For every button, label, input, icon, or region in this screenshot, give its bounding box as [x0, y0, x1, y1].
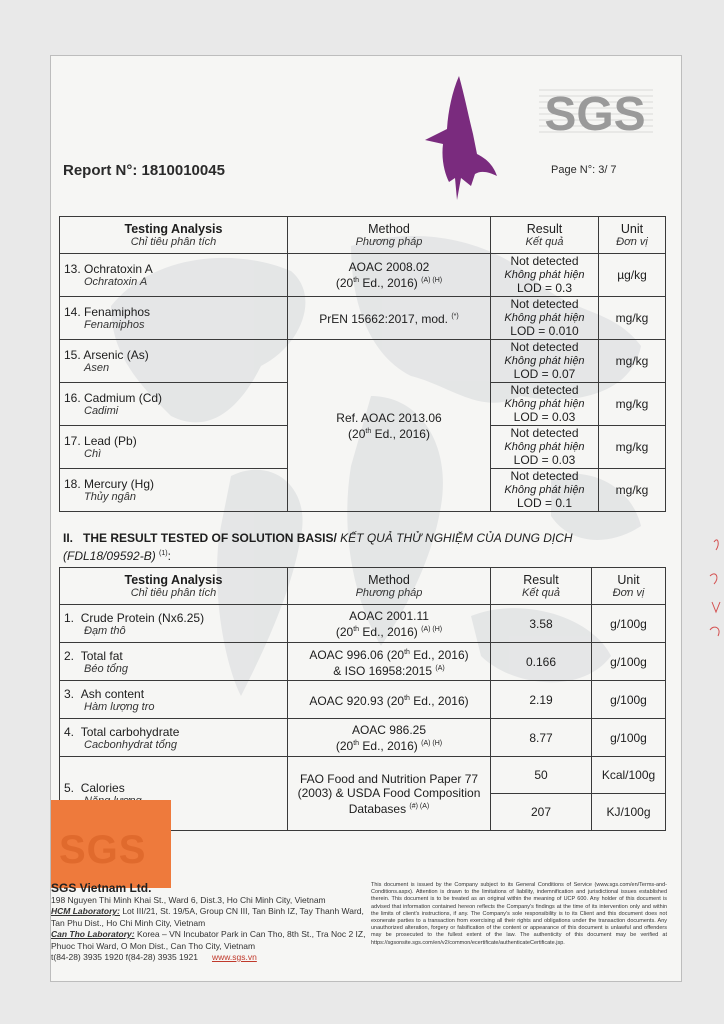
method-line: Ed., 2016) — [359, 624, 422, 639]
header-analysis-vi: Chỉ tiêu phân tích — [130, 236, 217, 248]
unit-value: g/100g — [592, 719, 666, 757]
method-line: AOAC 2001.11 — [349, 608, 429, 623]
page-number: Page N°: 3/ 7 — [551, 164, 617, 176]
result-value: 207 — [491, 794, 592, 831]
row-number: 1. — [64, 610, 75, 625]
sup-th: th — [404, 694, 410, 702]
eagle-icon — [419, 74, 499, 202]
address-line: 198 Nguyen Thi Minh Khai St., Ward 6, Dist.3, Ho Chi Minh City, Vietnam — [51, 894, 326, 905]
method-line: (20 — [335, 276, 354, 290]
header-unit: Unit — [620, 222, 644, 236]
report-number: Report N°: 1810010045 — [63, 162, 225, 179]
result-value: Not detected — [510, 340, 579, 354]
result-value: 8.77 — [491, 719, 592, 757]
header-analysis: Testing Analysis — [124, 573, 223, 587]
unit-value: mg/kg — [599, 297, 666, 340]
method-line: AOAC 2008.02 — [348, 260, 430, 274]
section-code-tail: : — [167, 549, 171, 563]
results-table-2 — [59, 567, 666, 831]
report-page — [50, 55, 682, 982]
header-result-vi: Kết quả — [525, 236, 564, 248]
unit-value: KJ/100g — [592, 794, 666, 831]
section-number: II. — [63, 531, 74, 545]
method-line: Ed., 2016) — [371, 426, 430, 441]
analysis-name: 14. Fenamiphos — [64, 305, 151, 319]
header-method: Method — [368, 222, 410, 236]
analysis-name: 18. Mercury (Hg) — [64, 477, 155, 491]
header-unit: Unit — [617, 573, 640, 587]
unit-value: mg/kg — [599, 469, 666, 512]
method-line: (20 — [335, 624, 354, 639]
analysis-name: 13. Ochratoxin A — [64, 262, 153, 276]
method-line: Databases — [348, 801, 410, 816]
method-line: AOAC 986.25 — [351, 722, 427, 737]
unit-value: mg/kg — [599, 426, 666, 469]
sup-th: th — [353, 277, 360, 284]
cantho-lab-label: Can Tho Laboratory: — [51, 929, 135, 939]
cantho-lab-text: Korea – VN Incubator Park in Can Tho, 8th St., Tra Noc 2 IZ, Phuoc Thoi Ward, O Mon Dist., Can Tho City, Vietnam — [51, 929, 366, 951]
sgs-logo-text: SGS — [544, 88, 646, 136]
result-value: Not detected — [510, 383, 579, 397]
header-unit-vi: Đơn vị — [612, 587, 645, 599]
method-note: (A) — [435, 664, 445, 672]
section-title: THE RESULT TESTED OF SOLUTION BASIS/ — [83, 531, 337, 545]
result-value-vi: Không phát hiện — [504, 269, 585, 281]
method-line: & ISO 16958:2015 — [333, 663, 436, 678]
method-line: Ed., 2016) — [359, 738, 422, 753]
method-note: (A) (H) — [421, 625, 443, 633]
result-value-vi: Không phát hiện — [504, 484, 585, 496]
method-line: (2003) & USDA Food Composition — [297, 785, 481, 800]
method-line: Ref. AOAC 2013.06 — [336, 410, 442, 425]
unit-value: mg/kg — [599, 340, 666, 383]
result-lod: LOD = 0.010 — [510, 324, 579, 338]
shared-method-cell — [288, 340, 491, 512]
analysis-name: Calories — [80, 780, 125, 795]
header-result-vi: Kết quả — [522, 587, 560, 599]
header-unit-vi: Đơn vị — [616, 236, 648, 248]
sup-th: th — [365, 427, 372, 435]
result-value: 3.58 — [491, 605, 592, 643]
company-name: SGS Vietnam Ltd. — [51, 881, 152, 895]
margin-mark-icon — [700, 530, 724, 650]
table-header-row — [60, 568, 666, 605]
table-row — [60, 757, 666, 794]
result-value: Not detected — [510, 297, 579, 311]
header-result: Result — [526, 222, 563, 236]
sup-th: th — [353, 625, 360, 633]
method-line: Ed., 2016) — [409, 693, 469, 708]
method-line: Ed., 2016) — [409, 647, 469, 662]
analysis-name-vi: Đạm thô — [84, 624, 126, 637]
method-note: (*) — [451, 313, 459, 320]
table-row — [60, 605, 666, 643]
unit-value: µg/kg — [599, 254, 666, 297]
sup-th: th — [404, 648, 410, 656]
section-2-heading — [63, 531, 663, 564]
result-value: 0.166 — [491, 643, 592, 681]
results-table-1 — [59, 216, 666, 512]
analysis-name: 16. Cadmium (Cd) — [64, 391, 163, 405]
section-code: (FDL18/09592-B) — [63, 549, 160, 563]
table-row — [60, 254, 666, 297]
unit-value: g/100g — [592, 681, 666, 719]
analysis-name-vi: Béo tổng — [84, 662, 129, 675]
analysis-name-vi: Hàm lượng tro — [84, 700, 155, 713]
analysis-name: 17. Lead (Pb) — [64, 434, 137, 448]
result-lod: LOD = 0.03 — [513, 453, 576, 467]
method-note: (#) (A) — [409, 802, 430, 810]
header-method-vi: Phương pháp — [355, 236, 423, 248]
analysis-name: 15. Arsenic (As) — [64, 348, 149, 362]
analysis-name-vi: Cadimi — [84, 405, 119, 417]
analysis-name-vi: Chì — [84, 448, 102, 460]
analysis-name-vi: Thủy ngân — [84, 491, 136, 503]
method-line: AOAC 996.06 (20 — [309, 647, 405, 662]
website-link[interactable]: www.sgs.vn — [211, 952, 257, 962]
unit-value: g/100g — [592, 605, 666, 643]
sgs-logo — [539, 84, 653, 136]
phone-numbers: t(84-28) 3935 1920 f(84-28) 3935 1921 — [51, 952, 198, 962]
result-value: 50 — [491, 757, 592, 794]
result-value: 2.19 — [491, 681, 592, 719]
sup-th: th — [353, 739, 360, 747]
header-method: Method — [368, 573, 410, 587]
sgs-stamp-text: SGS — [59, 828, 147, 872]
result-value: Not detected — [510, 469, 579, 483]
analysis-name-vi: Cacbonhydrat tổng — [84, 738, 177, 751]
method-line: Ed., 2016) — [359, 276, 422, 290]
unit-value: mg/kg — [599, 383, 666, 426]
method-line: PrEN 15662:2017, mod. — [319, 312, 452, 326]
analysis-name-vi: Ochratoxin A — [84, 276, 148, 288]
table-row — [60, 643, 666, 681]
result-value: Not detected — [510, 254, 579, 268]
table-row — [60, 719, 666, 757]
hcm-lab-label: HCM Laboratory: — [51, 906, 120, 916]
sgs-orange-stamp — [51, 800, 171, 888]
analysis-name-vi: Fenamiphos — [84, 319, 145, 331]
result-lod: LOD = 0.3 — [516, 281, 573, 295]
table-row — [60, 297, 666, 340]
result-lod: LOD = 0.1 — [516, 496, 573, 510]
disclaimer-text: This document is issued by the Company subject to its General Conditions of Service (www.sgs.com/en/Terms-and-Conditions.aspx). Attention is drawn to the limitations of liability, indemnification and jurisdictional issues established therein. This document is to be treated as an original within the meaning of UCP 600. Any holder of this document is advised that information contained hereon reflects the Company's findings at the time of its intervention only and within the limits of client's instructions, if any. The Company's sole responsibility is to its Client and this document does not exonerate parties to a transaction from exercising all their rights and obligations under the transaction documents. Any unauthorized alteration, forgery or falsification of the content or appearance of this document is unlawful and offenders may be prosecuted to the fullest extent of the law. The authenticity of this document may be verified at https://sgsonsite.sgs.com/en/v2/common/ecertificate/authenticateCertificate.jsp. — [371, 882, 667, 946]
unit-value: Kcal/100g — [592, 757, 666, 794]
header-method-vi: Phương pháp — [355, 587, 423, 599]
header-analysis: Testing Analysis — [124, 222, 223, 236]
row-number: 4. — [64, 724, 75, 739]
method-line: FAO Food and Nutrition Paper 77 — [299, 771, 479, 786]
method-note: (A) (H) — [421, 277, 443, 284]
table-header-row — [60, 217, 666, 254]
row-number: 2. — [64, 648, 75, 663]
result-value-vi: Không phát hiện — [504, 441, 585, 453]
method-line: AOAC 920.93 (20 — [309, 693, 405, 708]
result-lod: LOD = 0.03 — [513, 410, 576, 424]
cantho-lab-address — [51, 929, 369, 952]
analysis-name: Total carbohydrate — [80, 724, 180, 739]
row-number: 3. — [64, 686, 75, 701]
header-analysis-vi: Chỉ tiêu phân tích — [130, 587, 217, 599]
footer-address — [51, 883, 369, 964]
result-value-vi: Không phát hiện — [504, 355, 585, 367]
result-lod: LOD = 0.07 — [513, 367, 576, 381]
table-row — [60, 681, 666, 719]
result-value-vi: Không phát hiện — [504, 398, 585, 410]
row-number: 5. — [64, 780, 75, 795]
analysis-name: Total fat — [80, 648, 123, 663]
method-line: (20 — [348, 426, 366, 441]
analysis-name: Ash content — [80, 686, 145, 701]
table-row — [60, 340, 666, 383]
section-code-note: (1) — [159, 550, 168, 557]
analysis-name-vi: Asen — [84, 362, 110, 374]
contact-line — [51, 952, 369, 964]
method-line: (20 — [335, 738, 354, 753]
result-value: Not detected — [510, 426, 579, 440]
hcm-lab-text: Lot III/21, St. 19/5A, Group CN III, Tan Binh IZ, Tay Thanh Ward, Tan Phu Dist., Ho Chi Minh City, Vietnam — [51, 906, 364, 928]
header-result: Result — [523, 573, 559, 587]
section-title-vi: KẾT QUẢ THỬ NGHIỆM CỦA DUNG DỊCH — [336, 531, 573, 545]
result-value-vi: Không phát hiện — [504, 312, 585, 324]
unit-value: g/100g — [592, 643, 666, 681]
analysis-name: Crude Protein (Nx6.25) — [80, 610, 205, 625]
hcm-lab-address — [51, 906, 369, 929]
method-note: (A) (H) — [421, 739, 443, 747]
